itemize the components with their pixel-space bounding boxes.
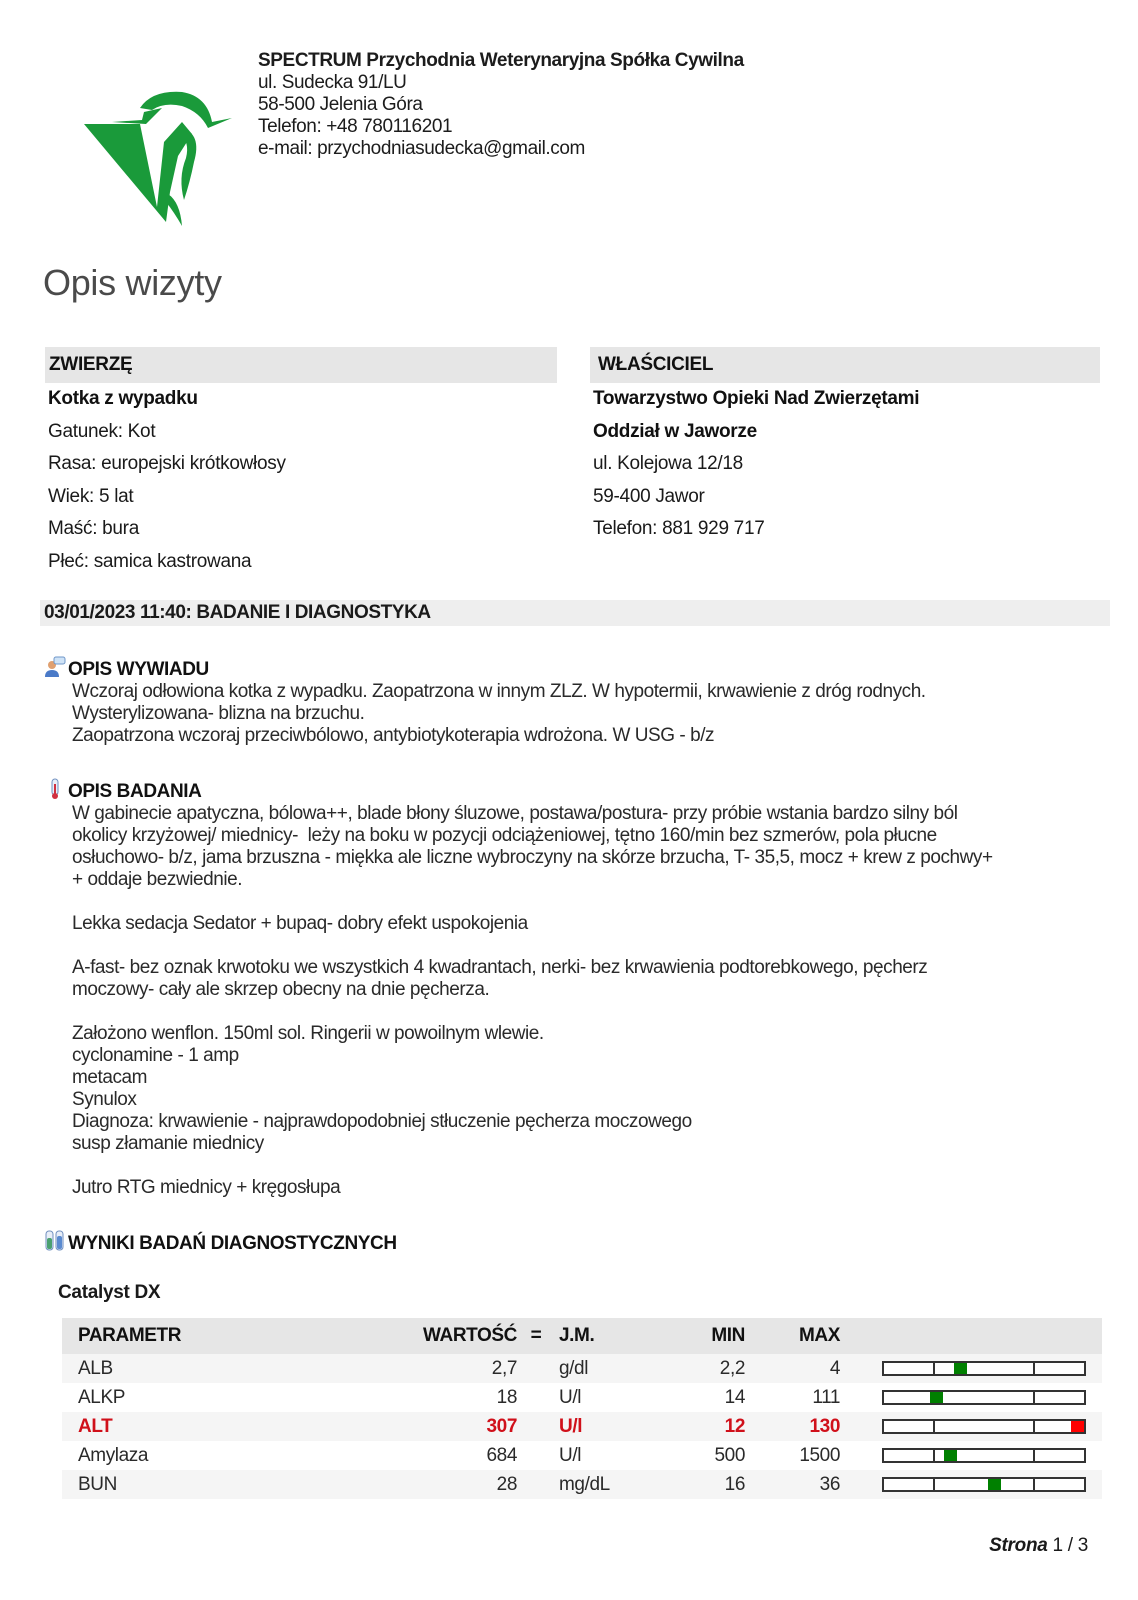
col-param: PARAMETR	[62, 1318, 362, 1354]
results-section	[44, 1230, 397, 1255]
result-unit: g/dl	[555, 1354, 665, 1383]
clinic-email: e-mail: przychodniasudecka@gmail.com	[258, 138, 585, 159]
person-speech-icon	[44, 656, 66, 678]
range-tick	[1033, 1448, 1035, 1463]
range-bar	[882, 1419, 1086, 1434]
result-range-cell	[840, 1412, 1102, 1441]
range-tick	[933, 1477, 935, 1492]
result-max: 111	[812, 1386, 840, 1408]
range-tick	[1033, 1477, 1035, 1492]
result-min: 500	[714, 1444, 745, 1466]
result-param: ALKP	[78, 1386, 125, 1408]
result-param: ALT	[62, 1412, 362, 1441]
examination-title: OPIS BADANIA	[68, 781, 202, 802]
range-tick	[933, 1361, 935, 1376]
result-param: Amylaza	[78, 1444, 149, 1466]
page-title: Opis wizyty	[43, 262, 222, 303]
result-flag	[517, 1383, 555, 1412]
result-row	[62, 1383, 1102, 1412]
result-param: BUN	[62, 1470, 362, 1499]
col-range	[840, 1318, 1102, 1354]
result-unit: U/l	[555, 1412, 665, 1441]
result-min: 12	[665, 1412, 745, 1441]
interview-section	[44, 656, 926, 747]
page-total: / 3	[1067, 1535, 1088, 1556]
range-marker-abnormal	[1071, 1421, 1084, 1432]
analyzer-name: Catalyst DX	[58, 1282, 161, 1303]
result-value: 18	[496, 1386, 517, 1408]
result-max: 1500	[799, 1444, 840, 1466]
owner-branch: Oddział w Jaworze	[593, 420, 757, 442]
examination-title-row	[44, 778, 993, 803]
range-tick	[1033, 1390, 1035, 1405]
range-marker-normal	[930, 1392, 943, 1403]
animal-header: ZWIERZĘ	[45, 347, 557, 383]
result-range-cell	[840, 1441, 1102, 1470]
result-row	[62, 1412, 1102, 1441]
owner-header: WŁAŚCICIEL	[590, 347, 1100, 383]
range-tick	[1033, 1419, 1035, 1434]
results-title: WYNIKI BADAŃ DIAGNOSTYCZNYCH	[68, 1233, 397, 1254]
result-min: 14	[724, 1386, 745, 1408]
results-table	[62, 1318, 1102, 1499]
result-min: 2,2	[665, 1354, 745, 1383]
animal-name: Kotka z wypadku	[48, 388, 198, 409]
result-flag	[517, 1412, 555, 1441]
result-unit: mg/dL	[555, 1470, 665, 1499]
range-tick	[933, 1419, 935, 1434]
visit-heading: 03/01/2023 11:40: BADANIE I DIAGNOSTYKA	[40, 600, 1110, 626]
result-range-cell	[840, 1383, 1102, 1412]
clinic-logo	[82, 82, 242, 232]
range-marker-normal	[988, 1479, 1001, 1490]
result-value: 28	[362, 1470, 517, 1499]
animal-breed: Rasa: europejski krótkowłosy	[48, 453, 286, 474]
examination-section	[44, 778, 993, 1199]
range-marker-normal	[954, 1363, 967, 1374]
col-flag: =	[517, 1318, 555, 1354]
result-max: 4	[745, 1354, 840, 1383]
col-unit: J.M.	[555, 1318, 665, 1354]
clinic-phone: Telefon: +48 780116201	[258, 116, 453, 137]
test-tubes-icon	[44, 1230, 66, 1252]
col-min: MIN	[665, 1318, 745, 1354]
result-unit: U/l	[559, 1386, 582, 1408]
thermometer-icon	[44, 778, 66, 800]
owner-city: 59-400 Jawor	[593, 485, 705, 507]
clinic-info	[258, 50, 744, 160]
owner-phone: Telefon: 881 929 717	[593, 518, 765, 539]
result-max: 36	[745, 1470, 840, 1499]
interview-title: OPIS WYWIADU	[68, 659, 209, 680]
range-tick	[933, 1448, 935, 1463]
result-range-cell	[840, 1470, 1102, 1499]
result-min: 16	[665, 1470, 745, 1499]
result-param: ALB	[62, 1354, 362, 1383]
clinic-address: ul. Sudecka 91/LU	[258, 72, 407, 93]
result-range-cell	[840, 1354, 1102, 1383]
result-value: 2,7	[362, 1354, 517, 1383]
range-bar	[882, 1390, 1086, 1405]
page-current: 1	[1052, 1535, 1063, 1556]
animal-age: Wiek: 5 lat	[48, 485, 134, 507]
clinic-city: 58-500 Jelenia Góra	[258, 94, 423, 115]
animal-section	[45, 347, 557, 578]
range-tick	[1033, 1361, 1035, 1376]
result-row	[62, 1470, 1102, 1499]
owner-street: ul. Kolejowa 12/18	[593, 453, 743, 474]
owner-section	[590, 347, 1100, 546]
interview-title-row	[44, 656, 926, 681]
examination-text: W gabinecie apatyczna, bólowa++, blade błony śluzowe, postawa/postura- przy próbie wstania bardzo silny ból okolicy krzyżowej/ miednicy- leży na boku w pozycji odciążeniowej, tętno 160/min bez szmerów, pola płucne osłuchowo- b/z, jama brzuszna - miękka ale liczne wybroczyny na skórze brzucha, T- 35,5, mocz + krew z pochwy+ + oddaje bezwiednie. Lekka sedacja Sedator + bupaq- dobry efekt uspokojenia A-fast- bez oznak krwotoku we wszystkich 4 kwadrantach, nerki- bez krwawienia podtorebkowego, pęcherz moczowy- cały ale skrzep obecny na dnie pęcherza. Założono wenflon. 150ml sol. Ringerii w powoilnym wlewie. cyclonamine - 1 amp metacam Synulox Diagnoza: krwawienie - najprawdopodobniej stłuczenie pęcherza moczowego susp złamanie miednicy Jutro RTG miednicy + kręgosłupa	[72, 803, 993, 1198]
result-max: 130	[745, 1412, 840, 1441]
result-value: 307	[362, 1412, 517, 1441]
animal-color: Maść: bura	[48, 518, 139, 539]
result-value: 684	[486, 1444, 517, 1466]
result-unit: U/l	[559, 1444, 582, 1466]
range-bar	[882, 1448, 1086, 1463]
clinic-name: SPECTRUM Przychodnia Weterynaryjna Spółka Cywilna	[258, 50, 744, 71]
interview-text: Wczoraj odłowiona kotka z wypadku. Zaopatrzona w innym ZLZ. W hypotermii, krwawienie z dróg rodnych. Wysterylizowana- blizna na brzuchu. Zaopatrzona wczoraj przeciwbólowo, antybiotykoterapia wdrożona. W USG - b/z	[72, 681, 926, 746]
col-value: WARTOŚĆ	[362, 1318, 517, 1354]
result-flag	[517, 1354, 555, 1383]
range-marker-normal	[944, 1450, 957, 1461]
animal-sex: Płeć: samica kastrowana	[48, 550, 252, 572]
result-flag	[517, 1441, 555, 1470]
result-row	[62, 1354, 1102, 1383]
results-title-row	[44, 1230, 397, 1255]
range-bar	[882, 1361, 1086, 1376]
result-row	[62, 1441, 1102, 1470]
col-max: MAX	[745, 1318, 840, 1354]
range-bar	[882, 1477, 1086, 1492]
results-header-row	[62, 1318, 1102, 1354]
animal-species: Gatunek: Kot	[48, 420, 156, 442]
result-flag	[517, 1470, 555, 1499]
page-footer	[989, 1535, 1088, 1557]
owner-name: Towarzystwo Opieki Nad Zwierzętami	[593, 388, 920, 409]
page-label: Strona	[989, 1535, 1048, 1556]
